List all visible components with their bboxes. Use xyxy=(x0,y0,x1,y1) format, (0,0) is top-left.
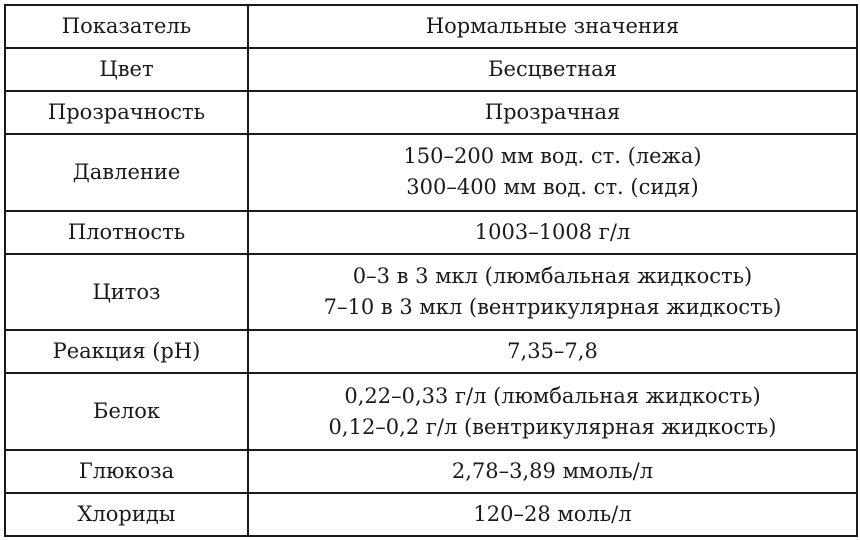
parameter-cell: Прозрачность xyxy=(5,91,248,134)
table-row-density xyxy=(5,211,857,254)
value-line: 0–3 в 3 мкл (люмбальная жидкость) xyxy=(352,264,753,289)
value-line: 0,22–0,33 г/л (люмбальная жидкость) xyxy=(344,383,761,408)
parameter-cell: Цитоз xyxy=(5,254,248,330)
value-cell: Прозрачная xyxy=(248,91,857,134)
table-row-glucose xyxy=(5,450,857,493)
table-header-row xyxy=(5,5,857,48)
csf-norms-table xyxy=(4,4,858,537)
value-cell: 2,78–3,89 ммоль/л xyxy=(248,450,857,493)
parameter-cell: Цвет xyxy=(5,48,248,91)
value-cell: 120–28 моль/л xyxy=(248,493,857,536)
value-line: 150–200 мм вод. ст. (лежа) xyxy=(403,144,702,169)
value-cell: 7,35–7,8 xyxy=(248,330,857,373)
parameter-cell: Давление xyxy=(5,134,248,210)
table-row-cytosis xyxy=(5,254,857,330)
table-row-protein xyxy=(5,373,857,449)
value-cell: 1003–1008 г/л xyxy=(248,211,857,254)
table-row-chlorides xyxy=(5,493,857,536)
table-row-ph xyxy=(5,330,857,373)
table-row-pressure xyxy=(5,134,857,210)
header-parameter: Показатель xyxy=(5,5,248,48)
parameter-cell: Белок xyxy=(5,373,248,449)
parameter-cell: Реакция (pH) xyxy=(5,330,248,373)
value-cell xyxy=(248,373,857,449)
value-cell xyxy=(248,254,857,330)
header-normal-values: Нормальные значения xyxy=(248,5,857,48)
table-row-color xyxy=(5,48,857,91)
value-line: 0,12–0,2 г/л (вентрикулярная жидкость) xyxy=(328,414,777,439)
value-cell xyxy=(248,134,857,210)
table-row-transparency xyxy=(5,91,857,134)
parameter-cell: Плотность xyxy=(5,211,248,254)
value-line: 300–400 мм вод. ст. (сидя) xyxy=(406,175,699,200)
value-cell: Бесцветная xyxy=(248,48,857,91)
value-line: 7–10 в 3 мкл (вентрикулярная жидкость) xyxy=(323,295,782,320)
parameter-cell: Хлориды xyxy=(5,493,248,536)
parameter-cell: Глюкоза xyxy=(5,450,248,493)
